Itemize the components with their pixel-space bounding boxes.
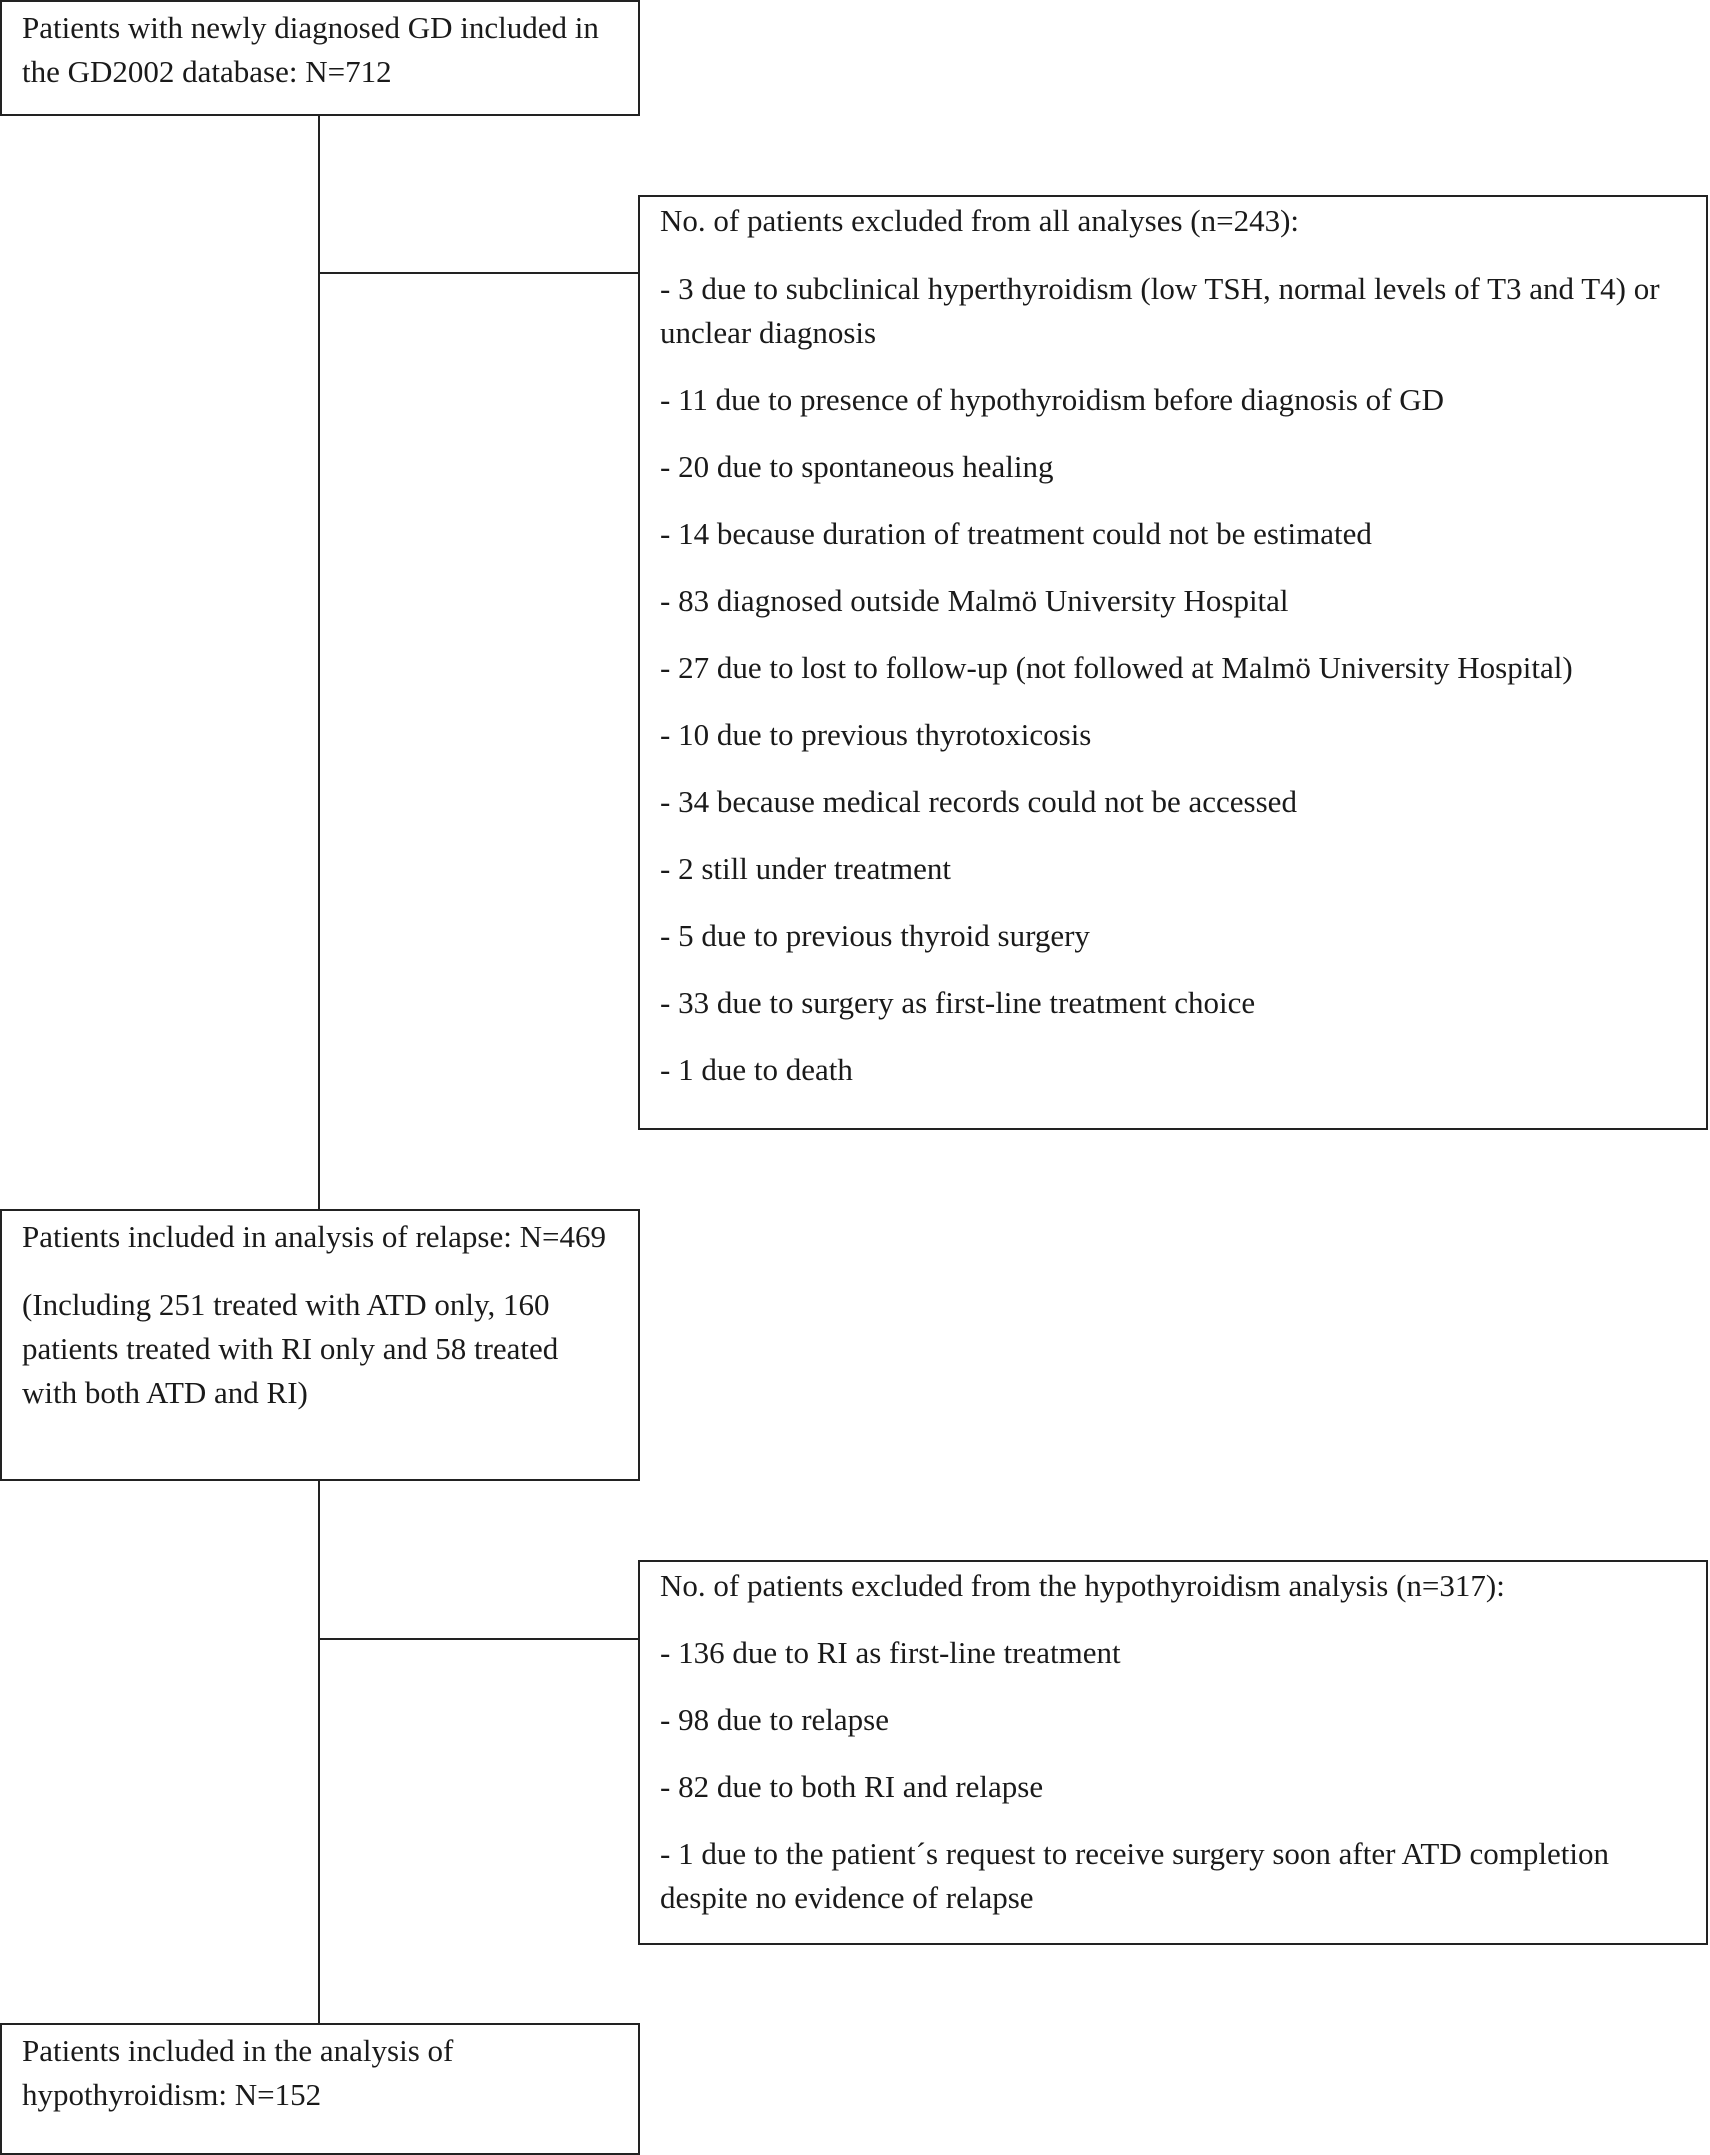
relapse-analysis-title: Patients included in analysis of relapse: N=469 xyxy=(22,1219,606,1254)
box-excluded-all-analyses xyxy=(638,195,1708,1130)
box-hypothyroidism-analysis xyxy=(0,2023,640,2155)
exclusion-reason: - 5 due to previous thyroid surgery xyxy=(660,918,1090,953)
exclusion-reason: - 82 due to both RI and relapse xyxy=(660,1769,1044,1804)
exclusion-reason: - 83 diagnosed outside Malmö University Hospital xyxy=(660,583,1289,618)
exclusion-reason: - 11 due to presence of hypothyroidism before diagnosis of GD xyxy=(660,382,1445,417)
hypothyroidism-analysis-text: Patients included in the analysis of hypothyroidism: N=152 xyxy=(22,2033,454,2112)
box-relapse-analysis xyxy=(0,1209,640,1481)
exclusion-reason: - 3 due to subclinical hyperthyroidism (low TSH, normal levels of T3 and T4) or unclear diagnosis xyxy=(660,271,1660,350)
relapse-analysis-detail: (Including 251 treated with ATD only, 160 patients treated with RI only and 58 treated with both ATD and RI) xyxy=(22,1287,559,1410)
box-newly-diagnosed-gd xyxy=(0,0,640,116)
exclusion-reason: - 14 because duration of treatment could not be estimated xyxy=(660,516,1372,551)
exclusion-reason: - 1 due to the patient´s request to receive surgery soon after ATD completion despite no evidence of relapse xyxy=(660,1836,1609,1915)
box-excluded-hypothyroidism-analysis xyxy=(638,1560,1708,1945)
newly-diagnosed-gd-text: Patients with newly diagnosed GD included in the GD2002 database: N=712 xyxy=(22,10,599,89)
exclusion-reason: - 27 due to lost to follow-up (not followed at Malmö University Hospital) xyxy=(660,650,1573,685)
exclusion-reason: - 2 still under treatment xyxy=(660,851,951,886)
excluded-all-title: No. of patients excluded from all analyses (n=243): xyxy=(660,203,1300,238)
exclusion-reason: - 98 due to relapse xyxy=(660,1702,889,1737)
connector-branch-excluded-hypothyroidism xyxy=(318,1638,638,1640)
connector-branch-excluded-all xyxy=(318,272,638,274)
exclusion-reason: - 1 due to death xyxy=(660,1052,853,1087)
exclusion-reason: - 136 due to RI as first-line treatment xyxy=(660,1635,1121,1670)
connector-relapse-to-hypothyroidism xyxy=(318,1481,320,2023)
connector-start-to-relapse xyxy=(318,116,320,1209)
excluded-hypothyroidism-title: No. of patients excluded from the hypothyroidism analysis (n=317): xyxy=(660,1568,1505,1603)
exclusion-reason: - 34 because medical records could not be accessed xyxy=(660,784,1297,819)
exclusion-reason: - 10 due to previous thyrotoxicosis xyxy=(660,717,1092,752)
exclusion-reason: - 33 due to surgery as first-line treatment choice xyxy=(660,985,1256,1020)
exclusion-reason: - 20 due to spontaneous healing xyxy=(660,449,1054,484)
